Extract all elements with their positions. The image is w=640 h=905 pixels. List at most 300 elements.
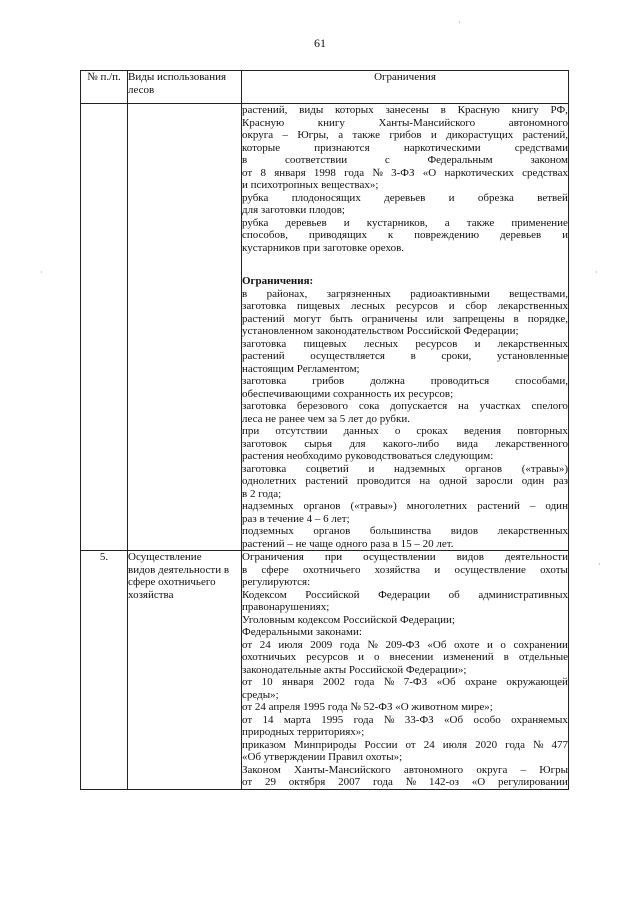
word: могут — [293, 312, 321, 325]
word: а — [338, 129, 344, 141]
word: ресурсов — [415, 337, 458, 350]
text-line — [242, 350, 568, 363]
word: растений — [242, 312, 285, 325]
text-line — [242, 500, 568, 513]
row-5-use-line: видов деятельности в — [128, 563, 230, 576]
word: 10 — [261, 676, 273, 688]
word: многолетних — [406, 500, 468, 512]
text-line — [242, 739, 568, 752]
word: большинства — [369, 525, 432, 537]
word: веществами, — [509, 287, 568, 300]
word: допускается — [390, 400, 448, 412]
word: способов, — [242, 229, 288, 241]
text-line — [242, 551, 568, 564]
row-5-use — [128, 551, 242, 790]
scan-mark: · — [458, 18, 461, 27]
word: кустарников, — [366, 216, 428, 229]
text-line — [242, 300, 568, 313]
word: Минприроды — [293, 738, 357, 751]
word: радиоактивными — [410, 287, 490, 300]
word: растений — [477, 500, 520, 512]
text-line: растений – не чаще одного раза в 15 – 20 лет. — [242, 537, 454, 550]
word: запрещены — [452, 312, 505, 325]
word: лесных — [350, 300, 386, 312]
word: признаются — [314, 141, 370, 154]
word: с — [384, 154, 390, 166]
word: деятельности — [505, 551, 568, 563]
word: 2007 — [338, 776, 361, 788]
word: 24 — [259, 638, 271, 651]
scan-mark: · — [40, 268, 43, 277]
row-5-number: 5. — [81, 551, 128, 790]
word: от — [242, 638, 253, 651]
word: рубка — [242, 191, 269, 204]
word: растений — [305, 475, 349, 487]
word: автономного — [403, 763, 464, 776]
word: повторных — [517, 425, 568, 437]
word: 14 — [262, 713, 274, 726]
text-line — [242, 117, 568, 130]
word: виды — [299, 104, 324, 116]
text-line — [242, 313, 568, 326]
word: охоте — [454, 638, 480, 651]
word: установленные — [496, 350, 568, 362]
word: ресурсов — [306, 651, 349, 663]
word: – — [282, 129, 288, 141]
word: 142-оз — [428, 776, 459, 788]
word: однолетних — [242, 475, 297, 487]
word: 33-ФЗ — [404, 713, 434, 726]
word: № — [383, 713, 395, 726]
word: России — [364, 738, 398, 751]
word: осуществляется — [310, 350, 385, 362]
word: один — [521, 475, 545, 487]
word: Федеральным — [427, 154, 493, 166]
word: отсутствии — [275, 425, 328, 437]
text-line — [242, 589, 568, 602]
word: пищевых — [303, 337, 347, 350]
paragraph-gap — [242, 254, 568, 275]
text-line — [242, 375, 568, 388]
text-line — [242, 167, 568, 180]
word: 7-ФЗ — [403, 676, 428, 688]
word: одной — [439, 475, 468, 487]
word: Ханты-Мансийского — [378, 116, 476, 129]
word: также — [352, 129, 380, 141]
word: хозяйства — [374, 563, 421, 576]
word: районах, — [266, 287, 308, 300]
word: и — [434, 563, 441, 576]
word: загрязненных — [326, 287, 391, 300]
word: изменений — [443, 651, 494, 663]
word: об — [448, 588, 460, 601]
limitations-heading: Ограничения: — [242, 275, 314, 287]
word: № — [533, 738, 544, 751]
word: о — [394, 425, 401, 437]
word: июля — [442, 738, 468, 751]
word: также — [466, 216, 495, 229]
text-line: раз в течение 4 – 6 лет; — [242, 512, 350, 525]
text-line — [242, 229, 568, 242]
word: органов — [465, 462, 503, 475]
word: при — [324, 551, 343, 563]
word: заготовок — [242, 437, 287, 450]
word: проводиться — [430, 375, 490, 387]
word: деревьев — [384, 191, 426, 204]
word: грибов — [312, 375, 345, 387]
word: занесены — [385, 104, 429, 116]
text-line — [242, 425, 568, 438]
word: деревьев — [285, 216, 327, 229]
word: и — [448, 191, 455, 204]
word: РФ, — [550, 104, 568, 116]
word: к — [387, 229, 394, 241]
text-line — [242, 463, 568, 476]
word: проводится — [356, 475, 411, 487]
table-row-continued — [81, 104, 569, 551]
row-continued-limitations — [242, 104, 569, 551]
word: 2020 — [475, 738, 498, 751]
word: Ограничения — [242, 551, 304, 563]
word: осуществлении — [363, 551, 436, 563]
word: плодоносящих — [291, 191, 361, 204]
word: Югры — [539, 763, 568, 776]
word: охране — [465, 676, 497, 688]
word: органов — [303, 500, 341, 512]
text-line: регулируются: — [242, 576, 311, 588]
header-forest-use-line1: Виды использования — [128, 71, 227, 83]
word: 477 — [551, 738, 568, 751]
word: приказом — [242, 738, 286, 751]
word: которых — [334, 104, 374, 116]
word: раз — [553, 475, 568, 487]
text-line — [242, 288, 568, 301]
text-line: от 24 апреля 1995 года № 52-ФЗ «О животном мире»; — [242, 701, 493, 713]
limitations-block-2 — [242, 288, 568, 551]
text-line: Федеральными законами: — [242, 626, 362, 638]
word: («травы») — [521, 462, 568, 475]
word: автономного — [508, 116, 568, 129]
word: сфере — [261, 563, 289, 576]
word: в — [242, 154, 248, 166]
word: законом — [530, 154, 568, 166]
word: года — [353, 713, 374, 726]
text-line: в 2 года; — [242, 487, 282, 500]
word: от — [242, 676, 253, 688]
word: участках — [479, 400, 521, 412]
word: года — [505, 738, 525, 751]
word: в — [242, 563, 248, 576]
word: заготовка — [242, 375, 287, 387]
word: должна — [370, 375, 405, 387]
word: повреждению — [414, 229, 480, 241]
word: способами, — [514, 375, 568, 387]
word: о — [374, 651, 380, 663]
word: заросли — [476, 475, 513, 487]
word: данных — [343, 425, 379, 437]
text-line — [242, 776, 568, 789]
word: средствах — [522, 166, 568, 179]
word: Федерации — [378, 588, 431, 601]
word: сохранении — [513, 638, 568, 651]
word: заготовка — [242, 462, 287, 475]
word: соответствии — [284, 154, 348, 166]
word: от — [405, 738, 416, 751]
word: 209-ФЗ — [385, 638, 420, 651]
word: и — [343, 216, 350, 229]
word: 24 — [423, 738, 435, 751]
word: марта — [283, 713, 311, 726]
text-line: законодательные акты Российской Федерации»; — [242, 663, 467, 676]
word: года — [372, 776, 393, 788]
word: обрезка — [477, 191, 514, 204]
word: 29 — [264, 776, 276, 788]
word: и — [368, 462, 375, 475]
word: книгу — [511, 104, 539, 116]
word: № — [383, 676, 395, 688]
row-5-use-line: Осуществление — [128, 551, 202, 563]
text-line: природных территориях»; — [242, 726, 365, 738]
word: 3-ФЗ — [391, 166, 415, 179]
word: наркотическими — [403, 141, 481, 154]
row-5-limitations — [242, 551, 569, 790]
word: быть — [329, 312, 353, 325]
text-line: для заготовки плодов; — [242, 204, 345, 216]
word: и — [430, 129, 437, 141]
word: лесных — [363, 337, 399, 350]
word: приводящих — [308, 229, 367, 241]
word: внесении — [389, 651, 434, 663]
word: охотничьего — [303, 563, 361, 576]
word: 2009 — [310, 638, 333, 651]
text-line: обеспечивающими сохранность их ресурсов; — [242, 387, 454, 400]
word: рубка — [242, 216, 269, 229]
word: и — [474, 337, 481, 350]
row-continued-use — [128, 104, 242, 551]
text-line: правонарушениях; — [242, 601, 330, 613]
word: наркотических — [444, 166, 514, 179]
table-header-row — [81, 71, 569, 104]
word: которые — [242, 141, 281, 154]
word: применение — [511, 216, 568, 229]
word: года — [354, 676, 375, 688]
word: ограничены — [361, 312, 418, 325]
word: ветвей — [537, 191, 568, 204]
word: дикорастущих — [446, 129, 514, 141]
regulations-table — [80, 70, 569, 790]
word: сроках — [416, 425, 448, 437]
word: года — [339, 638, 360, 651]
word: при — [242, 425, 260, 437]
text-line: установленном законодательством Российской Федерации; — [242, 325, 519, 337]
word: грибов — [389, 129, 422, 141]
text-line: настоящим Регламентом; — [242, 362, 360, 375]
text-line — [242, 764, 568, 777]
word: «Об — [436, 676, 456, 688]
word: подземных — [242, 525, 294, 537]
word: органов — [313, 525, 351, 537]
word: от — [242, 166, 253, 179]
text-line — [242, 639, 568, 652]
word: – — [529, 500, 536, 512]
word: Ханты-Мансийского — [294, 763, 391, 776]
word: сроки, — [441, 350, 472, 362]
word: охраняемых — [511, 713, 568, 726]
row-5-limitations-text — [242, 551, 568, 789]
word: осуществление — [454, 563, 526, 576]
word: вида — [456, 437, 479, 450]
word: о — [500, 638, 506, 651]
scan-mark: · — [598, 560, 601, 569]
word: надземных — [393, 462, 446, 475]
text-line — [242, 475, 568, 488]
word: округа — [242, 129, 274, 141]
text-line — [242, 142, 568, 155]
page-number: 61 — [314, 36, 326, 50]
word: в — [503, 651, 509, 663]
text-line — [242, 129, 568, 142]
row-5-use-line: хозяйства — [128, 588, 174, 601]
scan-mark: · — [595, 268, 598, 277]
word: растений, — [522, 129, 568, 141]
word: соцветий — [305, 462, 349, 475]
text-line: и психотропных веществах»; — [242, 179, 379, 191]
table-row-5 — [81, 551, 569, 790]
word: один — [545, 500, 568, 512]
word: в — [242, 287, 248, 300]
limitations-block-1 — [242, 104, 568, 254]
text-line: среды»; — [242, 688, 279, 701]
word: охотничьих — [242, 651, 297, 663]
text-line — [242, 154, 568, 167]
text-line — [242, 651, 568, 664]
text-line — [242, 714, 568, 727]
text-line — [242, 438, 568, 451]
word: на — [458, 400, 469, 412]
word: 8 — [260, 166, 266, 179]
word: и — [448, 300, 455, 312]
word: № — [372, 166, 383, 179]
word: Законом — [242, 763, 281, 776]
word: деревьев — [500, 229, 542, 241]
word: ведения — [463, 425, 502, 437]
word: видов — [456, 551, 484, 563]
word: или — [426, 312, 444, 325]
word: округа — [476, 763, 508, 776]
text-line — [242, 338, 568, 351]
text-line — [242, 564, 568, 577]
word: в — [440, 104, 446, 116]
word: Красную — [457, 104, 500, 116]
word: и — [358, 651, 365, 663]
word: 2002 — [322, 676, 345, 688]
word: лекарственных — [497, 525, 568, 537]
word: лекарственных — [497, 300, 568, 312]
word: особо — [473, 713, 501, 726]
word: сбор — [465, 300, 487, 312]
row-continued-number — [81, 104, 128, 551]
word: лекарственных — [497, 337, 568, 350]
word: «О — [471, 776, 486, 788]
word: надземных — [242, 500, 294, 512]
word: Югры, — [297, 129, 329, 141]
word: в — [410, 350, 416, 362]
word: № — [405, 776, 417, 788]
word: порядке, — [527, 312, 568, 325]
text-line — [242, 217, 568, 230]
word: октября — [288, 776, 326, 788]
header-number: № п./п. — [81, 71, 128, 104]
text-line — [242, 676, 568, 689]
text-line: растения необходимо руководствоваться следующим: — [242, 450, 494, 462]
word: регулировании — [498, 776, 568, 788]
word: для — [349, 437, 366, 450]
word: а — [444, 216, 450, 229]
word: административных — [478, 588, 568, 601]
text-line: леса не ранее чем за 5 лет до рубки. — [242, 412, 411, 425]
word: «Об — [427, 638, 447, 651]
word: в — [513, 312, 519, 325]
word: Красную — [242, 116, 285, 129]
word: 1998 — [313, 166, 336, 179]
word: книгу — [317, 116, 345, 129]
word: заготовка — [242, 400, 287, 412]
word: спелого — [531, 400, 568, 412]
header-limitations: Ограничения — [242, 71, 569, 104]
text-line — [242, 104, 568, 117]
word: года — [344, 166, 365, 179]
word: отдельные — [518, 651, 568, 663]
word: июля — [278, 638, 303, 651]
word: окружающей — [506, 676, 568, 688]
word: января — [274, 166, 306, 179]
text-line — [242, 192, 568, 205]
word: ресурсов — [395, 300, 438, 312]
text-line — [242, 400, 568, 413]
word: января — [282, 676, 314, 688]
word: охоты — [540, 563, 568, 576]
word: «Об — [444, 713, 464, 726]
word: пищевых — [296, 300, 341, 312]
word: («травы») — [350, 500, 397, 512]
word: 1995 — [321, 713, 344, 726]
text-line: кустарников при заготовке орехов. — [242, 241, 405, 254]
word: – — [520, 763, 527, 776]
word: от — [242, 776, 253, 788]
word: № — [367, 638, 378, 651]
word: заготовка — [242, 300, 287, 312]
word: на — [419, 475, 431, 487]
word: сырья — [304, 437, 333, 450]
text-line: «Об утверждении Правил охоты»; — [242, 751, 403, 763]
word: лекарственного — [495, 437, 568, 450]
header-forest-use — [128, 71, 242, 104]
word: березового — [297, 400, 349, 412]
word: Кодексом — [242, 588, 287, 601]
header-forest-use-line2: лесов — [128, 83, 155, 96]
text-line: Уголовным кодексом Российской Федерации; — [242, 613, 455, 626]
word: растений — [242, 350, 285, 362]
word: и — [486, 638, 493, 651]
word: видов — [450, 525, 479, 537]
word: средствами — [514, 141, 568, 154]
word: растений, — [242, 104, 288, 116]
word: от — [242, 713, 253, 726]
word: заготовка — [242, 337, 287, 350]
word: Российской — [305, 588, 360, 601]
text-line — [242, 525, 568, 538]
word: и — [562, 229, 568, 241]
